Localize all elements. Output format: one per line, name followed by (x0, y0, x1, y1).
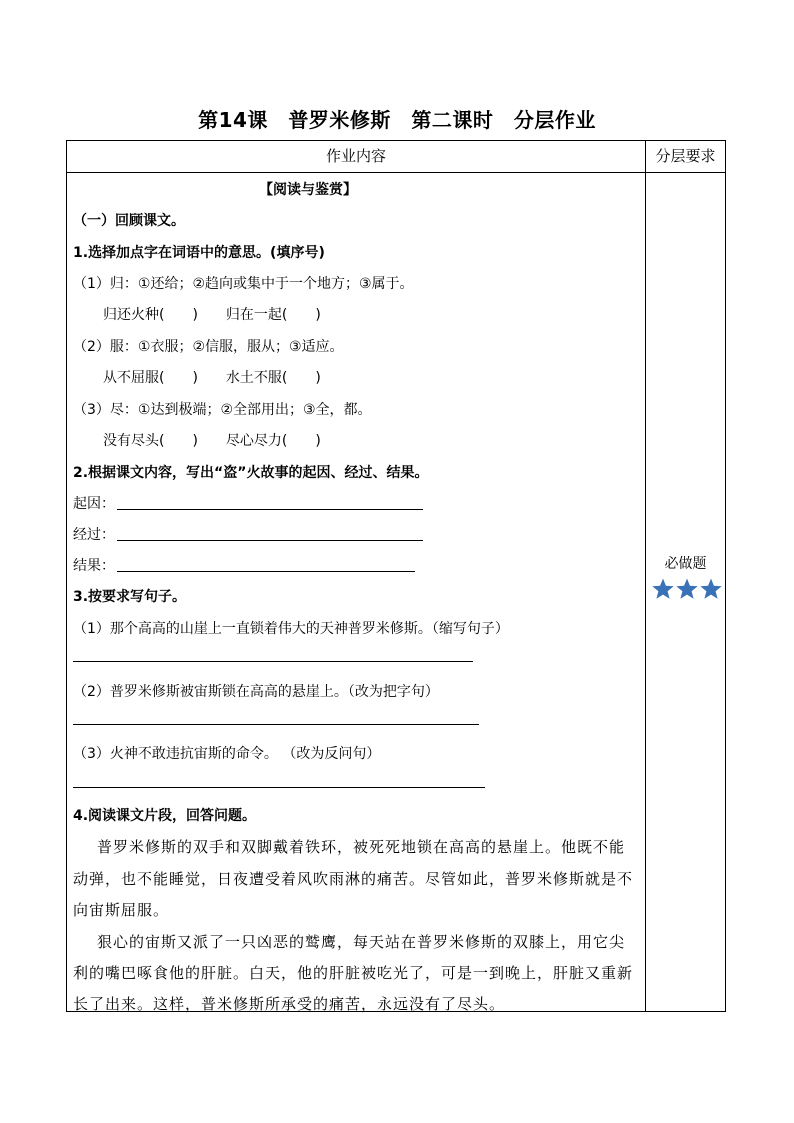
q1-item-3-words: 没有尽头( ) 尽心尽力( ) (103, 433, 321, 449)
q2-label-result: 结果： (73, 558, 115, 574)
q3-item-2: （2）普罗米修斯被宙斯锁在高高的悬崖上。（改为把字句） (73, 684, 439, 700)
page-title: 第14课 普罗米修斯 第二课时 分层作业 (198, 108, 596, 132)
q1-item-3-def: （3）尽：①达到极端；②全部用出；③全，都。 (73, 402, 372, 418)
q3-title: 3.按要求写句子。 (73, 589, 187, 605)
star-icon (675, 577, 699, 601)
section-heading: 【阅读与鉴赏】 (259, 182, 357, 198)
answer-line-q3-2[interactable] (73, 724, 479, 725)
header-level: 分层要求 (655, 147, 716, 165)
passage-line: 利的嘴巴啄食他的肝脏。白天，他的肝脏被吃光了，可是一到晚上，肝脏又重新 (73, 964, 634, 982)
answer-line-process[interactable] (117, 540, 423, 541)
answer-line-q3-3[interactable] (73, 787, 485, 788)
q1-item-2-words: 从不屈服( ) 水土不服( ) (103, 370, 321, 386)
q2-label-process: 经过： (73, 527, 115, 543)
q3-item-1: （1）那个高高的山崖上一直锁着伟大的天神普罗米修斯。（缩写句子） (73, 621, 509, 637)
q1-item-2-def: （2）服：①衣服；②信服，服从；③适应。 (73, 339, 344, 355)
level-label: 必做题 (664, 556, 707, 572)
difficulty-stars (651, 577, 723, 605)
q1-title: 1.选择加点字在词语中的意思。(填序号) (73, 245, 325, 261)
passage-line: 动弹，也不能睡觉，日夜遭受着风吹雨淋的痛苦。尽管如此，普罗米修斯就是不 (73, 870, 634, 888)
answer-line-q3-1[interactable] (73, 661, 473, 662)
passage-line: 普罗米修斯的双手和双脚戴着铁环，被死死地锁在高高的悬崖上。他既不能 (97, 838, 626, 856)
star-icon (651, 577, 675, 601)
passage-line: 长了出来。这样，普米修斯所承受的痛苦，永远没有了尽头。 (73, 995, 506, 1013)
q1-item-1-words: 归还火种( ) 归在一起( ) (103, 307, 321, 323)
star-icon (699, 577, 723, 601)
q3-item-3: （3）火神不敢违抗宙斯的命令。 （改为反问句） (73, 746, 381, 762)
part1-heading: （一）回顾课文。 (73, 213, 185, 229)
q2-label-cause: 起因： (73, 496, 115, 512)
passage-line: 向宙斯屈服。 (73, 901, 170, 919)
header-content: 作业内容 (325, 147, 386, 165)
column-divider (645, 141, 646, 1011)
passage-line: 狠心的宙斯又派了一只凶恶的鹫鹰，每天站在普罗米修斯的双膝上，用它尖 (97, 933, 626, 951)
answer-line-result[interactable] (117, 571, 415, 572)
q2-title: 2.根据课文内容，写出“盗”火故事的起因、经过、结果。 (73, 465, 429, 481)
homework-table (66, 140, 726, 1012)
q1-item-1-def: （1）归：①还给；②趋向或集中于一个地方；③属于。 (73, 276, 414, 292)
table-header-row (67, 141, 725, 173)
q4-title: 4.阅读课文片段，回答问题。 (73, 808, 257, 824)
answer-line-cause[interactable] (117, 509, 423, 510)
